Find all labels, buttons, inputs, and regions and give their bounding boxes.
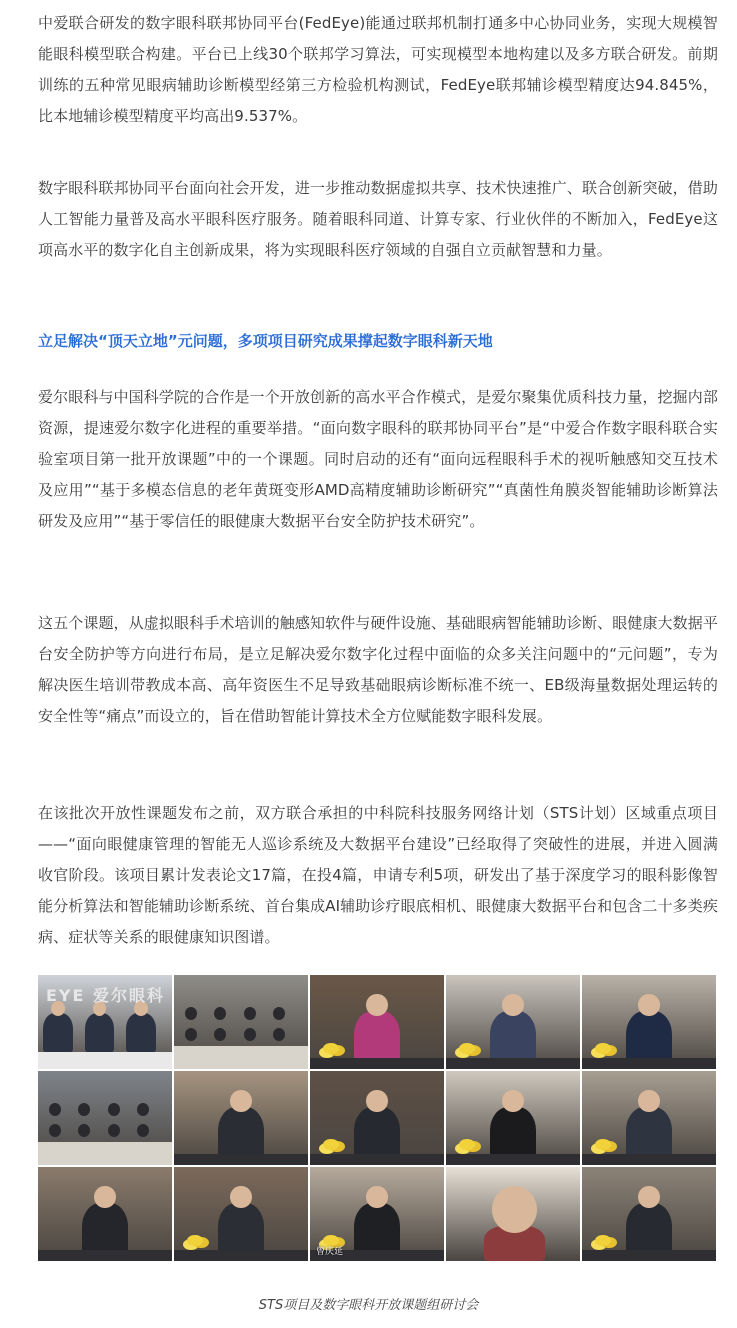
speaker-desk bbox=[582, 1154, 716, 1165]
section-heading: 立足解决“顶天立地”元问题，多项项目研究成果撑起数字眼科新天地 bbox=[38, 332, 493, 350]
audience-head bbox=[49, 1124, 61, 1137]
panel-desk bbox=[38, 1052, 172, 1069]
panelist-figure bbox=[85, 1013, 114, 1052]
photo-collage bbox=[38, 975, 716, 1261]
meeting-table bbox=[174, 1046, 308, 1069]
speaker-desk bbox=[446, 1154, 580, 1165]
panelist-figure bbox=[126, 1013, 155, 1052]
collage-photo-15 bbox=[582, 1167, 716, 1261]
collage-photo-10 bbox=[582, 1071, 716, 1165]
paragraph-1: 中爱联合研发的数字眼科联邦协同平台(FedEye)能通过联邦机制打通多中心协同业务，实现大规模智能眼科模型联合构建。平台已上线30个联邦学习算法，可实现模型本地构建以及多方联合研发。前期训练的五种常见眼病辅助诊断模型经第三方检验机构测试，FedEye联邦辅诊模型精度达94.845%，比本地辅诊模型精度平均高出9.537%。 bbox=[38, 14, 718, 125]
audience-head bbox=[244, 1028, 256, 1041]
speaker-head bbox=[638, 994, 659, 1017]
collage-photo-13 bbox=[310, 1167, 444, 1261]
speaker-head bbox=[230, 1090, 251, 1113]
audience-head bbox=[185, 1028, 197, 1041]
paragraph-4: 这五个课题，从虚拟眼科手术培训的触感知软件与硬件设施、基础眼病智能辅助诊断、眼健康大数据平台安全防护等方向进行布局，是立足解决爱尔数字化过程中面临的众多关注问题中的“元问题”，专为解决医生培训带教成本高、高年资医生不足导致基础眼病诊断标准不统一、EB级海量数据处理运转的安全性等“痛点”而设立的，旨在借助智能计算技术全方位赋能数字眼科发展。 bbox=[38, 614, 718, 725]
audience-head bbox=[49, 1103, 61, 1116]
name-tag: 曾庆延 bbox=[316, 1247, 344, 1257]
audience-head bbox=[273, 1028, 285, 1041]
collage-photo-2 bbox=[174, 975, 308, 1069]
audience-head bbox=[78, 1124, 90, 1137]
audience-head bbox=[108, 1103, 120, 1116]
speaker-head bbox=[502, 994, 523, 1017]
speaker-desk bbox=[174, 1154, 308, 1165]
speaker-desk bbox=[310, 1154, 444, 1165]
speaker-head bbox=[638, 1186, 659, 1209]
collage-photo-5 bbox=[582, 975, 716, 1069]
speaker-head bbox=[94, 1186, 115, 1209]
speaker-head bbox=[502, 1090, 523, 1113]
collage-photo-4 bbox=[446, 975, 580, 1069]
eye-sign-logo: EYE 爱尔眼科 bbox=[46, 986, 166, 1005]
paragraph-5: 在该批次开放性课题发布之前，双方联合承担的中科院科技服务网络计划（STS计划）区域重点项目——“面向眼健康管理的智能无人巡诊系统及大数据平台建设”已经取得了突破性的进展，并进入圆满收官阶段。该项目累计发表论文17篇，在投4篇，申请专利5项，研发出了基于深度学习的眼科影像智能分析算法和智能辅助诊断系统、首台集成AI辅助诊疗眼底相机、眼健康大数据平台和包含二十多类疾病、症状等关系的眼健康知识图谱。 bbox=[38, 804, 718, 946]
speaker-desk bbox=[174, 1250, 308, 1261]
speaker-head bbox=[638, 1090, 659, 1113]
meeting-table bbox=[38, 1142, 172, 1165]
speaker-head bbox=[366, 994, 387, 1017]
panelist-figure bbox=[43, 1013, 72, 1052]
speaker-desk bbox=[310, 1058, 444, 1069]
audience-head bbox=[108, 1124, 120, 1137]
speaker-desk bbox=[38, 1250, 172, 1261]
speaker-head bbox=[366, 1090, 387, 1113]
collage-photo-8 bbox=[310, 1071, 444, 1165]
speaker-desk bbox=[582, 1250, 716, 1261]
collage-photo-7 bbox=[174, 1071, 308, 1165]
audience-head bbox=[185, 1007, 197, 1020]
collage-photo-1 bbox=[38, 975, 172, 1069]
collage-photo-9 bbox=[446, 1071, 580, 1165]
audience-head bbox=[137, 1124, 149, 1137]
collage-photo-6 bbox=[38, 1071, 172, 1165]
speaker-desk bbox=[582, 1058, 716, 1069]
speaker-head bbox=[366, 1186, 387, 1209]
paragraph-3: 爱尔眼科与中国科学院的合作是一个开放创新的高水平合作模式，是爱尔聚集优质科技力量，挖掘内部资源，提速爱尔数字化进程的重要举措。“面向数字眼科的联邦协同平台”是“中爱合作数字眼科联合实验室项目第一批开放课题”中的一个课题。同时启动的还有“面向远程眼科手术的视听触感知交互技术及应用”“基于多模态信息的老年黄斑变形AMD高精度辅助诊断研究”“真菌性角膜炎智能辅助诊断算法研发及应用”“基于零信任的眼健康大数据平台安全防护技术研究”。 bbox=[38, 388, 718, 530]
video-call-head bbox=[492, 1186, 538, 1233]
paragraph-2: 数字眼科联邦协同平台面向社会开发，进一步推动数据虚拟共享、技术快速推广、联合创新突破，借助人工智能力量普及高水平眼科医疗服务。随着眼科同道、计算专家、行业伙伴的不断加入，FedEye这项高水平的数字化自主创新成果，将为实现眼科医疗领域的自强自立贡献智慧和力量。 bbox=[38, 179, 718, 259]
collage-photo-11 bbox=[38, 1167, 172, 1261]
photo-caption: STS项目及数字眼科开放课题组研讨会 bbox=[258, 1298, 479, 1313]
collage-photo-14 bbox=[446, 1167, 580, 1261]
collage-photo-12 bbox=[174, 1167, 308, 1261]
speaker-head bbox=[230, 1186, 251, 1209]
audience-head bbox=[214, 1028, 226, 1041]
speaker-desk bbox=[446, 1058, 580, 1069]
audience-head bbox=[244, 1007, 256, 1020]
collage-photo-3 bbox=[310, 975, 444, 1069]
